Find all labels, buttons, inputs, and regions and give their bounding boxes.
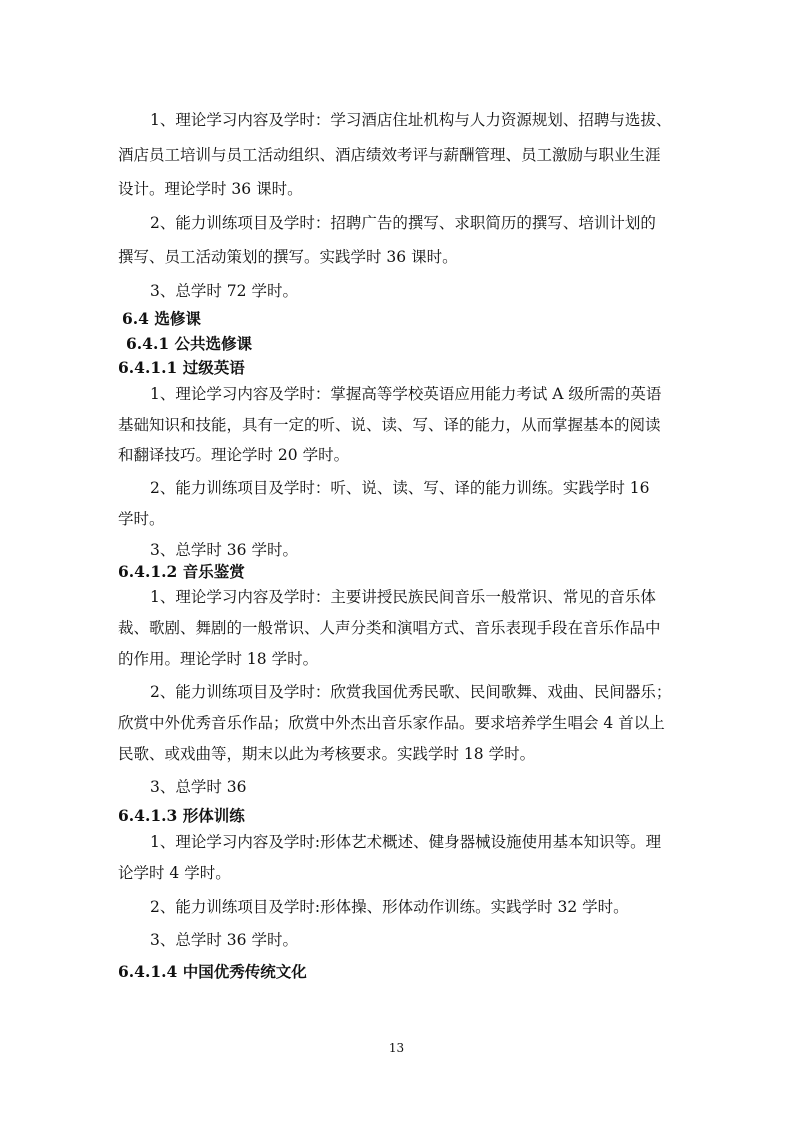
body-text-line: 基础知识和技能，具有一定的听、说、读、写、译的能力，从而掌握基本的阅读 [118, 416, 661, 434]
body-text-line: 论学时 4 学时。 [118, 864, 231, 882]
body-text-line: 撰写、员工活动策划的撰写。实践学时 36 课时。 [118, 248, 458, 266]
body-text-line: 裁、歌剧、舞剧的一般常识、人声分类和演唱方式、音乐表现手段在音乐作品中 [118, 619, 661, 637]
body-text-line: 3、总学时 36 [150, 778, 247, 796]
page-number: 13 [388, 1041, 405, 1055]
body-text-line: 2、能力训练项目及学时：欣赏我国优秀民歌、民间歌舞、戏曲、民间器乐； [150, 683, 672, 701]
body-text-line: 欣赏中外优秀音乐作品；欣赏中外杰出音乐家作品。要求培养学生唱会 4 首以上 [118, 714, 665, 732]
subsubsection-heading: 6.4.1.3 形体训练 [118, 806, 245, 825]
subsection-heading: 6.4.1 公共选修课 [126, 334, 253, 353]
body-text-line: 的作用。理论学时 18 学时。 [118, 650, 319, 668]
body-text-line: 设计。理论学时 36 课时。 [118, 180, 303, 198]
body-text-line: 1、理论学习内容及学时：主要讲授民族民间音乐一般常识、常见的音乐体 [150, 588, 656, 606]
body-text-line: 酒店员工培训与员工活动组织、酒店绩效考评与薪酬管理、员工激励与职业生涯 [118, 146, 661, 164]
subsubsection-heading: 6.4.1.2 音乐鉴赏 [118, 562, 245, 581]
body-text-line: 民歌、或戏曲等，期末以此为考核要求。实践学时 18 学时。 [118, 745, 536, 763]
body-text-line: 3、总学时 72 学时。 [150, 282, 298, 300]
body-text-line: 1、理论学习内容及学时：掌握高等学校英语应用能力考试 A 级所需的英语 [150, 385, 662, 403]
section-heading: 6.4 选修课 [122, 309, 201, 328]
body-text-line: 1、理论学习内容及学时:形体艺术概述、健身器械设施使用基本知识等。理 [150, 833, 662, 851]
body-text-line: 2、能力训练项目及学时:形体操、形体动作训练。实践学时 32 学时。 [150, 898, 629, 916]
body-text-line: 1、理论学习内容及学时：学习酒店住址机构与人力资源规划、招聘与选拔、 [150, 111, 672, 129]
body-text-line: 3、总学时 36 学时。 [150, 541, 298, 559]
body-text-line: 学时。 [118, 510, 165, 528]
body-text-line: 3、总学时 36 学时。 [150, 931, 298, 949]
subsubsection-heading: 6.4.1.4 中国优秀传统文化 [118, 962, 307, 981]
body-text-line: 2、能力训练项目及学时：招聘广告的撰写、求职简历的撰写、培训计划的 [150, 214, 656, 232]
subsubsection-heading: 6.4.1.1 过级英语 [118, 358, 245, 377]
body-text-line: 2、能力训练项目及学时：听、说、读、写、译的能力训练。实践学时 16 [150, 479, 650, 497]
body-text-line: 和翻译技巧。理论学时 20 学时。 [118, 446, 350, 464]
